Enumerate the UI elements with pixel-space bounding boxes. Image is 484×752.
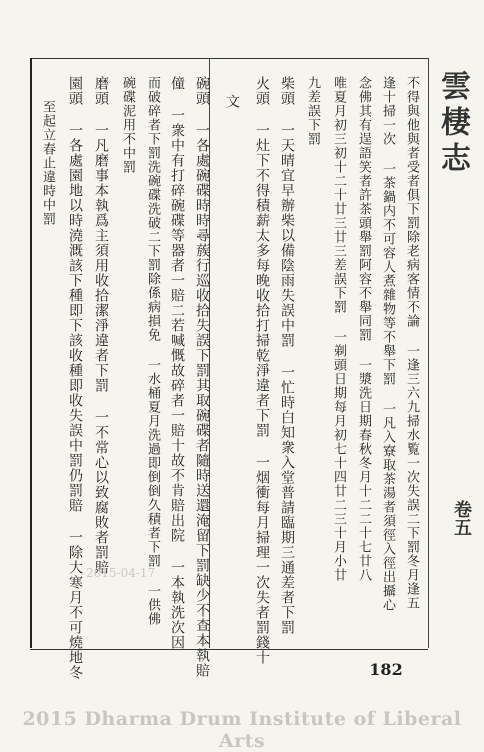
watermark: 2015 Dharma Drum Institute of Liberal Arts <box>22 708 462 752</box>
text-column-12: 碗碟泥用不中罰 <box>120 76 135 174</box>
text-column-13: 磨頭 一凡磨事本執爲主須用收拾潔淨違者下罰 一不常心以致腐敗者罰賠 <box>93 76 109 575</box>
text-column-9: 碗頭 一各處碗碟時時尋蔟行巡收拾失誤下罰其取碗碟者隨時送還淹留下罰缺少不查本執賠 <box>194 76 210 678</box>
frame-right-rule <box>428 58 429 648</box>
text-column-4: 唯夏月初三初十二十廿三廿三差誤下罰 一剃頭日期每月初七十四廿二三十月小廿 <box>331 76 346 582</box>
book-title: 雲棲志 <box>435 70 470 178</box>
text-column-15: 至起立春止違時中罰 <box>40 100 55 226</box>
text-column-1: 不得與他與者受者俱下罰除老病客情不論 一逢三六九掃水覧一次失誤二下罰冬月逢五 <box>404 76 419 610</box>
text-column-5: 九差誤下罰 <box>305 76 320 146</box>
text-column-8: 文 <box>224 94 240 109</box>
volume-label: 卷五 <box>451 500 472 536</box>
frame-left-rule <box>30 58 32 648</box>
text-column-7: 火頭 一灶下不得積薪太多每晚收拾打掃乾淨違者下罰 一烟衝每月掃理一次失者罰錢十 <box>254 76 270 665</box>
text-column-11: 而破碎者下罰洗碗碟洗破二下罰除係病損免 一水桶夏月洗過即倒倒久積者下罰 一供佛 <box>145 76 160 626</box>
text-column-2: 逢十掃一次 一茶鍋内不可容人煮雜物等不舉下罰 一凡入寮取茶湯者須徑入徑出攝心 <box>380 76 395 612</box>
text-column-14: 園頭 一各處園地以時澆溉該下種即下該收種即收失誤中罰仍罰賠 一除大寒月不可燒地冬 <box>67 76 83 680</box>
date-stamp: 2015-04-17 <box>86 566 156 580</box>
text-column-10: 僮 一衆中有打碎碗碟等器者一賠二若喊慨故碎者一賠十故不肯賠出院 一本執洗次因 <box>169 76 185 650</box>
text-column-6: 柴頭 一天晴宜早辦柴以備陰雨失誤中罰 一忙時白知衆入堂普請臨期三通差者下罰 <box>279 76 295 635</box>
page-number: 182 <box>369 660 403 679</box>
text-column-3: 念佛其有逞語笑者許茶頭舉罰阿容不舉同罰 一漿洗日期春秋冬月十二二十七廿八 <box>356 76 371 582</box>
